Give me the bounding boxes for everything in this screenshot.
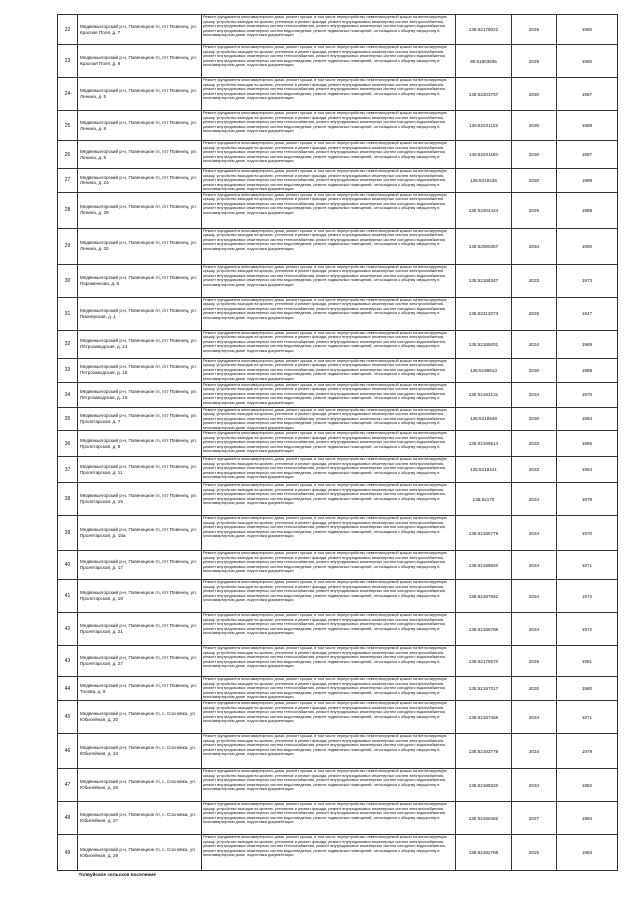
build-year-cell: 1970 [557,382,618,407]
address-cell: Медвежьегорский р-н, Повенецкое гп, пгт Повенец, ул. Пролетарская, д. 8 [78,431,202,457]
work-types-cell: Ремонт фундамента многоквартирного дома, ремонт крыши, в том числе переустройство невентилируемой крыши на вентилируемую крышу, устройство выходов на кровлю, утепление и ремонт фасада, ремонт внутридомовых инженерных систем электроснабжения, ремонт внутридомовых инженерных систем теплоснабжения, ремонт внутридомовых инженерных систем холодного водоснабжения, ремонт внутридомовых инженерных систем водоотведения, ремонт подвальных помещений, относящихся к общему имуществу в многоквартирном доме, подготовка документации [202,78,456,111]
table-row [58,646,618,677]
build-year-cell: 1988 [557,111,618,141]
table-row [58,457,618,483]
planned-year-cell: 2030 [512,358,557,382]
build-year-cell: 1982 [557,769,618,802]
section-label: Толвуйское сельское поселение [78,872,156,878]
work-types-cell: Ремонт фундамента многоквартирного дома, ремонт крыши, в том числе переустройство невентилируемой крыши на вентилируемую крышу, устройство выходов на кровлю, утепление и ремонт фасада, ремонт внутридомовых инженерных систем электроснабжения, ремонт внутридомовых инженерных систем теплоснабжения, ремонт внутридомовых инженерных систем холодного водоснабжения, ремонт внутридомовых инженерных систем водоотведения, ремонт подвальных помещений, относящихся к общему имуществу в многоквартирном доме, подготовка документации [202,15,456,45]
planned-year-cell: 2034 [512,580,557,613]
cadastral-number-cell: 135:52196620 [456,551,512,580]
address-cell: Медвежьегорский р-н, Повенецкое гп, пгт Повенец, ул. Ленина, д. 9 [78,141,202,169]
row-number-cell: 22 [58,15,78,45]
row-number-cell: 35 [58,407,78,431]
table-row [58,78,618,111]
table-row [58,580,618,613]
table-row [58,111,618,141]
table-row [58,734,618,769]
address-cell: Медвежьегорский р-н, Повенецкое гп, с. Сосновка, ул. Юбилейная, д. 29 [78,835,202,871]
row-number-cell: 42 [58,613,78,646]
work-types-cell: Ремонт фундамента многоквартирного дома, ремонт крыши, в том числе переустройство невентилируемой крыши на вентилируемую крышу, устройство выходов на кровлю, утепление и ремонт фасада, ремонт внутридомовых инженерных систем электроснабжения, ремонт внутридомовых инженерных систем теплоснабжения, ремонт внутридомовых инженерных систем холодного водоснабжения, ремонт внутридомовых инженерных систем водоотведения, ремонт подвальных помещений, относящихся к общему имуществу в многоквартирном доме, подготовка документации [202,613,456,646]
cadastral-number-cell: 135:52183779 [456,734,512,769]
cadastral-number-cell: 135:5219948 [456,407,512,431]
planned-year-cell: 2034 [512,769,557,802]
build-year-cell: 1980 [557,45,618,78]
table-row [58,551,618,580]
table-row [58,835,618,871]
planned-year-cell: 2034 [512,516,557,551]
build-year-cell: 1967 [557,78,618,111]
table-row [58,769,618,802]
table-row [58,431,618,457]
row-number-cell: 34 [58,382,78,407]
row-number-cell: 36 [58,431,78,457]
table-row [58,516,618,551]
row-number-cell: 31 [58,297,78,330]
planned-year-cell: 2030 [512,111,557,141]
cadastral-number-cell: 135:52201102 [456,111,512,141]
row-number-cell: 26 [58,141,78,169]
table-body [58,15,618,880]
blank-cell [58,871,78,880]
work-types-cell: Ремонт фундамента многоквартирного дома, ремонт крыши, в том числе переустройство невентилируемой крыши на вентилируемую крышу, устройство выходов на кровлю, утепление и ремонт фасада, ремонт внутридомовых инженерных систем электроснабжения, ремонт внутридомовых инженерных систем теплоснабжения, ремонт внутридомовых инженерных систем холодного водоснабжения, ремонт внутридомовых инженерных систем водоотведения, ремонт подвальных помещений, относящихся к общему имуществу в многоквартирном доме, подготовка документации [202,769,456,802]
planned-year-cell: 2034 [512,734,557,769]
address-cell: Медвежьегорский р-н, Повенецкое гп, с. Сосновка, ул. Юбилейная, д. 24 [78,734,202,769]
row-number-cell: 29 [58,228,78,264]
work-types-cell: Ремонт фундамента многоквартирного дома, ремонт крыши, в том числе переустройство невентилируемой крыши на вентилируемую крышу, устройство выходов на кровлю, утепление и ремонт фасада, ремонт внутридомовых инженерных систем электроснабжения, ремонт внутридомовых инженерных систем теплоснабжения, ремонт внутридомовых инженерных систем холодного водоснабжения, ремонт внутридомовых инженерных систем водоотведения, ремонт подвальных помещений, относящихся к общему имуществу в многоквартирном доме, подготовка документации [202,551,456,580]
table-row [58,169,618,193]
address-cell: Медвежьегорский р-н, Повенецкое гп, пгт Повенец, ул. Ленина, д. 8 [78,111,202,141]
address-cell: Медвежьегорский р-н, Повенецкое гп, пгт Повенец, ул. Красная Поля, д. 7 [78,15,202,45]
build-year-cell: 1980 [557,15,618,45]
cadastral-number-cell: 135:52193131 [456,382,512,407]
planned-year-cell: 2030 [512,78,557,111]
work-types-cell: Ремонт фундамента многоквартирного дома, ремонт крыши, в том числе переустройство невентилируемой крыши на вентилируемую крышу, устройство выходов на кровлю, утепление и ремонт фасада, ремонт внутридомовых инженерных систем электроснабжения, ремонт внутридомовых инженерных систем теплоснабжения, ремонт внутридомовых инженерных систем холодного водоснабжения, ремонт внутридомовых инженерных систем водоотведения, ремонт подвальных помещений, относящихся к общему имуществу в многоквартирном доме, подготовка документации [202,701,456,734]
planned-year-cell: 2034 [512,382,557,407]
table-row [58,297,618,330]
row-number-cell: 41 [58,580,78,613]
build-year-cell: 1989 [557,358,618,382]
build-year-cell: 1970 [557,516,618,551]
planned-year-cell: 2026 [512,192,557,228]
cadastral-number-cell: 135:52185001 [456,330,512,358]
address-cell: Медвежьегорский р-н, Повенецкое гп, пгт Повенец, ул. Красная Поля, д. 9 [78,45,202,78]
planned-year-cell: 2034 [512,228,557,264]
address-cell: Медвежьегорский р-н, Повенецкое гп, пгт Повенец, ул. Ленина, д. 30 [78,228,202,264]
table-row [58,141,618,169]
work-types-cell: Ремонт фундамента многоквартирного дома, ремонт крыши, в том числе переустройство невентилируемой крыши на вентилируемую крышу, устройство выходов на кровлю, утепление и ремонт фасада, ремонт внутридомовых инженерных систем электроснабжения, ремонт внутридомовых инженерных систем теплоснабжения, ремонт внутридомовых инженерных систем холодного водоснабжения, ремонт внутридомовых инженерных систем водоотведения, ремонт подвальных помещений, относящихся к общему имуществу в многоквартирном доме, подготовка документации [202,646,456,677]
work-types-cell: Ремонт фундамента многоквартирного дома, ремонт крыши, в том числе переустройство невентилируемой крыши на вентилируемую крышу, устройство выходов на кровлю, утепление и ремонт фасада, ремонт внутридомовых инженерных систем электроснабжения, ремонт внутридомовых инженерных систем теплоснабжения, ремонт внутридомовых инженерных систем холодного водоснабжения, ремонт внутридомовых инженерных систем водоотведения, ремонт подвальных помещений, относящихся к общему имуществу в многоквартирном доме, подготовка документации [202,580,456,613]
work-types-cell: Ремонт фундамента многоквартирного дома, ремонт крыши, в том числе переустройство невентилируемой крыши на вентилируемую крышу, устройство выходов на кровлю, утепление и ремонт фасада, ремонт внутридомовых инженерных систем электроснабжения, ремонт внутридомовых инженерных систем теплоснабжения, ремонт внутридомовых инженерных систем холодного водоснабжения, ремонт внутридомовых инженерных систем водоотведения, ремонт подвальных помещений, относящихся к общему имуществу в многоквартирном доме, подготовка документации [202,835,456,871]
table-row [58,613,618,646]
row-number-cell: 47 [58,769,78,802]
table-row [58,677,618,701]
housing-table [57,14,618,879]
address-cell: Медвежьегорский р-н, Повенецкое гп, пгт Повенец, ул. Петрозаводская, д. 16 [78,358,202,382]
planned-year-cell: 2033 [512,431,557,457]
work-types-cell: Ремонт фундамента многоквартирного дома, ремонт крыши, в том числе переустройство невентилируемой крыши на вентилируемую крышу, устройство выходов на кровлю, утепление и ремонт фасада, ремонт внутридомовых инженерных систем электроснабжения, ремонт внутридомовых инженерных систем теплоснабжения, ремонт внутридомовых инженерных систем холодного водоснабжения, ремонт внутридомовых инженерных систем водоотведения, ремонт подвальных помещений, относящихся к общему имуществу в многоквартирном доме, подготовка документации [202,483,456,516]
cadastral-number-cell: 135:52212073 [456,297,512,330]
row-number-cell: 48 [58,802,78,835]
row-number-cell: 23 [58,45,78,78]
build-year-cell: 1971 [557,701,618,734]
cadastral-number-cell: 135:52185347 [456,264,512,297]
row-number-cell: 37 [58,457,78,483]
address-cell: Медвежьегорский р-н, Повенецкое гп, пгт Повенец, ул. Толова, д. 9 [78,677,202,701]
address-cell: Медвежьегорский р-н, Повенецкое гп, пгт Повенец, ул. Ленина, д. 28 [78,192,202,228]
cadastral-number-cell: 135:52185514 [456,431,512,457]
address-cell: Медвежьегорский р-н, Повенецкое гп, пгт Повенец, ул. Пролетарская, д. 11 [78,457,202,483]
row-number-cell: 44 [58,677,78,701]
build-year-cell: 1965 [557,431,618,457]
address-cell: Медвежьегорский р-н, Повенецкое гп, с. Сосновка, ул. Юбилейная, д. 20 [78,701,202,734]
work-types-cell: Ремонт фундамента многоквартирного дома, ремонт крыши, в том числе переустройство невентилируемой крыши на вентилируемую крышу, устройство выходов на кровлю, утепление и ремонт фасада, ремонт внутридомовых инженерных систем электроснабжения, ремонт внутридомовых инженерных систем теплоснабжения, ремонт внутридомовых инженерных систем холодного водоснабжения, ремонт внутридомовых инженерных систем водоотведения, ремонт подвальных помещений, относящихся к общему имуществу в многоквартирном доме, подготовка документации [202,264,456,297]
address-cell: Медвежьегорский р-н, Повенецкое гп, пгт Повенец, ул. Ленина, д. 5 [78,78,202,111]
planned-year-cell: 2029 [512,45,557,78]
row-number-cell: 32 [58,330,78,358]
build-year-cell: 1990 [557,228,618,264]
table-row [58,358,618,382]
address-cell: Медвежьегорский р-н, Повенецкое гп, пгт Повенец, ул. Петрозаводская, д. 18 [78,382,202,407]
cadastral-number-cell: 135:52201160 [456,141,512,169]
planned-year-cell: 2029 [512,297,557,330]
build-year-cell: 1967 [557,141,618,169]
planned-year-cell: 2033 [512,264,557,297]
work-types-cell: Ремонт фундамента многоквартирного дома, ремонт крыши, в том числе переустройство невентилируемой крыши на вентилируемую крышу, устройство выходов на кровлю, утепление и ремонт фасада, ремонт внутридомовых инженерных систем электроснабжения, ремонт внутридомовых инженерных систем теплоснабжения, ремонт внутридомовых инженерных систем холодного водоснабжения, ремонт внутридомовых инженерных систем водоотведения, ремонт подвальных помещений, относящихся к общему имуществу в многоквартирном доме, подготовка документации [202,407,456,431]
build-year-cell: 1979 [557,734,618,769]
build-year-cell: 1947 [557,297,618,330]
work-types-cell: Ремонт фундамента многоквартирного дома, ремонт крыши, в том числе переустройство невентилируемой крыши на вентилируемую крышу, устройство выходов на кровлю, утепление и ремонт фасада, ремонт внутридомовых инженерных систем электроснабжения, ремонт внутридомовых инженерных систем теплоснабжения, ремонт внутридомовых инженерных систем холодного водоснабжения, ремонт внутридомовых инженерных систем водоотведения, ремонт подвальных помещений, относящихся к общему имуществу в многоквартирном доме, подготовка документации [202,141,456,169]
work-types-cell: Ремонт фундамента многоквартирного дома, ремонт крыши, в том числе переустройство невентилируемой крыши на вентилируемую крышу, устройство выходов на кровлю, утепление и ремонт фасада, ремонт внутридомовых инженерных систем электроснабжения, ремонт внутридомовых инженерных систем теплоснабжения, ремонт внутридомовых инженерных систем холодного водоснабжения, ремонт внутридомовых инженерных систем водоотведения, ремонт подвальных помещений, относящихся к общему имуществу в многоквартирном доме, подготовка документации [202,45,456,78]
row-number-cell: 24 [58,78,78,111]
row-number-cell: 49 [58,835,78,871]
address-cell: Медвежьегорский р-н, Повенецкое гп, пгт Повенец, ул. Пароменкова, д. 8 [78,264,202,297]
build-year-cell: 1989 [557,192,618,228]
work-types-cell: Ремонт фундамента многоквартирного дома, ремонт крыши, в том числе переустройство невентилируемой крыши на вентилируемую крышу, устройство выходов на кровлю, утепление и ремонт фасада, ремонт внутридомовых инженерных систем электроснабжения, ремонт внутридомовых инженерных систем теплоснабжения, ремонт внутридомовых инженерных систем холодного водоснабжения, ремонт внутридомовых инженерных систем водоотведения, ремонт подвальных помещений, относящихся к общему имуществу в многоквартирном доме, подготовка документации [202,431,456,457]
planned-year-cell: 2027 [512,802,557,835]
cadastral-number-cell: 135:52182788 [456,835,512,871]
row-number-cell: 43 [58,646,78,677]
build-year-cell: 1984 [557,802,618,835]
planned-year-cell: 2034 [512,701,557,734]
row-number-cell: 40 [58,551,78,580]
build-year-cell: 1971 [557,551,618,580]
cadastral-number-cell: 135:52166482 [456,802,512,835]
cadastral-number-cell: 135:52187652 [456,580,512,613]
cadastral-number-cell: 135:52197017 [456,677,512,701]
address-cell: Медвежьегорский р-н, Повенецкое гп, пгт Повенец, ул. Пролетарская, д. 17 [78,551,202,580]
planned-year-cell: 2034 [512,551,557,580]
planned-year-cell: 2030 [512,141,557,169]
planned-year-cell: 2026 [512,15,557,45]
planned-year-cell: 2034 [512,483,557,516]
build-year-cell: 1973 [557,264,618,297]
table-row [58,45,618,78]
cadastral-number-cell: 135:52185779 [456,516,512,551]
address-cell: Медвежьегорский р-н, Повенецкое гп, пгт Повенец, ул. Пролетарская, д. 15а [78,516,202,551]
work-types-cell: Ремонт фундамента многоквартирного дома, ремонт крыши, в том числе переустройство невентилируемой крыши на вентилируемую крышу, устройство выходов на кровлю, утепление и ремонт фасада, ремонт внутридомовых инженерных систем электроснабжения, ремонт внутридомовых инженерных систем теплоснабжения, ремонт внутридомовых инженерных систем холодного водоснабжения, ремонт внутридомовых инженерных систем водоотведения, ремонт подвальных помещений, относящихся к общему имуществу в многоквартирном доме, подготовка документации [202,802,456,835]
work-types-cell: Ремонт фундамента многоквартирного дома, ремонт крыши, в том числе переустройство невентилируемой крыши на вентилируемую крышу, устройство выходов на кровлю, утепление и ремонт фасада, ремонт внутридомовых инженерных систем электроснабжения, ремонт внутридомовых инженерных систем теплоснабжения, ремонт внутридомовых инженерных систем холодного водоснабжения, ремонт внутридомовых инженерных систем водоотведения, ремонт подвальных помещений, относящихся к общему имуществу в многоквартирном доме, подготовка документации [202,169,456,193]
table-row [58,264,618,297]
address-cell: Медвежьегорский р-н, Повенецкое гп, пгт Повенец, ул. Пролетарская, д. 15 [78,483,202,516]
address-cell: Медвежьегорский р-н, Повенецкое гп, пгт Повенец, ул. Пролетарская, д. 27 [78,646,202,677]
build-year-cell: 1983 [557,835,618,871]
build-year-cell: 1972 [557,580,618,613]
cadastral-number-cell: 135:52188786 [456,613,512,646]
work-types-cell: Ремонт фундамента многоквартирного дома, ремонт крыши, в том числе переустройство невентилируемой крыши на вентилируемую крышу, устройство выходов на кровлю, утепление и ремонт фасада, ремонт внутридомовых инженерных систем электроснабжения, ремонт внутридомовых инженерных систем теплоснабжения, ремонт внутридомовых инженерных систем холодного водоснабжения, ремонт внутридомовых инженерных систем водоотведения, ремонт подвальных помещений, относящихся к общему имуществу в многоквартирном доме, подготовка документации [202,192,456,228]
address-cell: Медвежьегорский р-н, Повенецкое гп, пгт Повенец, ул. Пионерская, д. 1 [78,297,202,330]
work-types-cell: Ремонт фундамента многоквартирного дома, ремонт крыши, в том числе переустройство невентилируемой крыши на вентилируемую крышу, устройство выходов на кровлю, утепление и ремонт фасада, ремонт внутридомовых инженерных систем электроснабжения, ремонт внутридомовых инженерных систем теплоснабжения, ремонт внутридомовых инженерных систем холодного водоснабжения, ремонт внутридомовых инженерных систем водоотведения, ремонт подвальных помещений, относящихся к общему имуществу в многоквартирном доме, подготовка документации [202,457,456,483]
address-cell: Медвежьегорский р-н, Повенецкое гп, с. Сосновка, ул. Юбилейная, д. 27 [78,802,202,835]
build-year-cell: 1972 [557,613,618,646]
address-cell: Медвежьегорский р-н, Повенецкое гп, с. Сосновка, ул. Юбилейная, д. 26 [78,769,202,802]
planned-year-cell: 2030 [512,407,557,431]
cadastral-number-cell: 135:52178670 [456,646,512,677]
cadastral-number-cell: 135:5219435 [456,169,512,193]
cadastral-number-cell: 135:5219241 [456,457,512,483]
work-types-cell: Ремонт фундамента многоквартирного дома, ремонт крыши, в том числе переустройство невентилируемой крыши на вентилируемую крышу, устройство выходов на кровлю, утепление и ремонт фасада, ремонт внутридомовых инженерных систем электроснабжения, ремонт внутридомовых инженерных систем теплоснабжения, ремонт внутридомовых инженерных систем холодного водоснабжения, ремонт внутридомовых инженерных систем водоотведения, ремонт подвальных помещений, относящихся к общему имуществу в многоквартирном доме, подготовка документации [202,677,456,701]
work-types-cell: Ремонт фундамента многоквартирного дома, ремонт крыши, в том числе переустройство невентилируемой крыши на вентилируемую крышу, устройство выходов на кровлю, утепление и ремонт фасада, ремонт внутридомовых инженерных систем электроснабжения, ремонт внутридомовых инженерных систем теплоснабжения, ремонт внутридомовых инженерных систем холодного водоснабжения, ремонт внутридомовых инженерных систем водоотведения, ремонт подвальных помещений, относящихся к общему имуществу в многоквартирном доме, подготовка документации [202,358,456,382]
row-number-cell: 27 [58,169,78,193]
work-types-cell: Ремонт фундамента многоквартирного дома, ремонт крыши, в том числе переустройство невентилируемой крыши на вентилируемую крышу, устройство выходов на кровлю, утепление и ремонт фасада, ремонт внутридомовых инженерных систем электроснабжения, ремонт внутридомовых инженерных систем теплоснабжения, ремонт внутридомовых инженерных систем холодного водоснабжения, ремонт внутридомовых инженерных систем водоотведения, ремонт подвальных помещений, относящихся к общему имуществу в многоквартирном доме, подготовка документации [202,297,456,330]
address-cell: Медвежьегорский р-н, Повенецкое гп, пгт Повенец, ул. Ленина, д. 24 [78,169,202,193]
table-row [58,228,618,264]
table-row [58,330,618,358]
cadastral-number-cell: 135:52170 [456,483,512,516]
table-section-row [58,871,618,880]
planned-year-cell: 2034 [512,330,557,358]
row-number-cell: 28 [58,192,78,228]
work-types-cell: Ремонт фундамента многоквартирного дома, ремонт крыши, в том числе переустройство невентилируемой крыши на вентилируемую крышу, устройство выходов на кровлю, утепление и ремонт фасада, ремонт внутридомовых инженерных систем электроснабжения, ремонт внутридомовых инженерных систем теплоснабжения, ремонт внутридомовых инженерных систем холодного водоснабжения, ремонт внутридомовых инженерных систем водоотведения, ремонт подвальных помещений, относящихся к общему имуществу в многоквартирном доме, подготовка документации [202,330,456,358]
table-row [58,483,618,516]
address-cell: Медвежьегорский р-н, Повенецкое гп, пгт Повенец, ул. Пролетарская, д. 21 [78,613,202,646]
build-year-cell: 1989 [557,330,618,358]
build-year-cell: 1989 [557,169,618,193]
row-number-cell: 25 [58,111,78,141]
row-number-cell: 38 [58,483,78,516]
cadastral-number-cell: 135:52187466 [456,701,512,734]
planned-year-cell: 2025 [512,835,557,871]
row-number-cell: 33 [58,358,78,382]
address-cell: Медвежьегорский р-н, Повенецкое гп, пгт Повенец, ул. Пролетарская, д. 7 [78,407,202,431]
cadastral-number-cell: 135:52080357 [456,228,512,264]
row-number-cell: 39 [58,516,78,551]
build-year-cell: 1980 [557,677,618,701]
cadastral-number-cell: 135:5198613 [456,358,512,382]
build-year-cell: 1964 [557,457,618,483]
build-year-cell: 1964 [557,407,618,431]
work-types-cell: Ремонт фундамента многоквартирного дома, ремонт крыши, в том числе переустройство невентилируемой крыши на вентилируемую крышу, устройство выходов на кровлю, утепление и ремонт фасада, ремонт внутридомовых инженерных систем электроснабжения, ремонт внутридомовых инженерных систем теплоснабжения, ремонт внутридомовых инженерных систем холодного водоснабжения, ремонт внутридомовых инженерных систем водоотведения, ремонт подвальных помещений, относящихся к общему имуществу в многоквартирном доме, подготовка документации [202,734,456,769]
work-types-cell: Ремонт фундамента многоквартирного дома, ремонт крыши, в том числе переустройство невентилируемой крыши на вентилируемую крышу, устройство выходов на кровлю, утепление и ремонт фасада, ремонт внутридомовых инженерных систем электроснабжения, ремонт внутридомовых инженерных систем теплоснабжения, ремонт внутридомовых инженерных систем холодного водоснабжения, ремонт внутридомовых инженерных систем водоотведения, ремонт подвальных помещений, относящихся к общему имуществу в многоквартирном доме, подготовка документации [202,228,456,264]
table-row [58,407,618,431]
address-cell: Медвежьегорский р-н, Повенецкое гп, пгт Повенец, ул. Пролетарская, д. 19 [78,580,202,613]
planned-year-cell: 2030 [512,677,557,701]
planned-year-cell: 2026 [512,646,557,677]
cadastral-number-cell: 135:52188320 [456,769,512,802]
planned-year-cell: 2030 [512,169,557,193]
table-row [58,382,618,407]
table-row [58,701,618,734]
row-number-cell: 30 [58,264,78,297]
cadastral-number-cell: 135:52178022 [456,15,512,45]
build-year-cell: 1979 [557,483,618,516]
planned-year-cell: 2034 [512,613,557,646]
address-cell: Медвежьегорский р-н, Повенецкое гп, пгт Повенец, ул. Петрозаводская, д. 14 [78,330,202,358]
table-row [58,192,618,228]
row-number-cell: 45 [58,701,78,734]
work-types-cell: Ремонт фундамента многоквартирного дома, ремонт крыши, в том числе переустройство невентилируемой крыши на вентилируемую крышу, устройство выходов на кровлю, утепление и ремонт фасада, ремонт внутридомовых инженерных систем электроснабжения, ремонт внутридомовых инженерных систем теплоснабжения, ремонт внутридомовых инженерных систем холодного водоснабжения, ремонт внутридомовых инженерных систем водоотведения, ремонт подвальных помещений, относящихся к общему имуществу в многоквартирном доме, подготовка документации [202,382,456,407]
build-year-cell: 1981 [557,646,618,677]
planned-year-cell: 2033 [512,457,557,483]
row-number-cell: 46 [58,734,78,769]
work-types-cell: Ремонт фундамента многоквартирного дома, ремонт крыши, в том числе переустройство невентилируемой крыши на вентилируемую крышу, устройство выходов на кровлю, утепление и ремонт фасада, ремонт внутридомовых инженерных систем электроснабжения, ремонт внутридомовых инженерных систем теплоснабжения, ремонт внутридомовых инженерных систем холодного водоснабжения, ремонт внутридомовых инженерных систем водоотведения, ремонт подвальных помещений, относящихся к общему имуществу в многоквартирном доме, подготовка документации [202,516,456,551]
cadastral-number-cell: 135:52203757 [456,78,512,111]
cadastral-number-cell: 135:52204424 [456,192,512,228]
work-types-cell: Ремонт фундамента многоквартирного дома, ремонт крыши, в том числе переустройство невентилируемой крыши на вентилируемую крышу, устройство выходов на кровлю, утепление и ремонт фасада, ремонт внутридомовых инженерных систем электроснабжения, ремонт внутридомовых инженерных систем теплоснабжения, ремонт внутридомовых инженерных систем холодного водоснабжения, ремонт внутридомовых инженерных систем водоотведения, ремонт подвальных помещений, относящихся к общему имуществу в многоквартирном доме, подготовка документации [202,111,456,141]
table-row [58,15,618,45]
table-row [58,802,618,835]
cadastral-number-cell: 95:51803835 [456,45,512,78]
